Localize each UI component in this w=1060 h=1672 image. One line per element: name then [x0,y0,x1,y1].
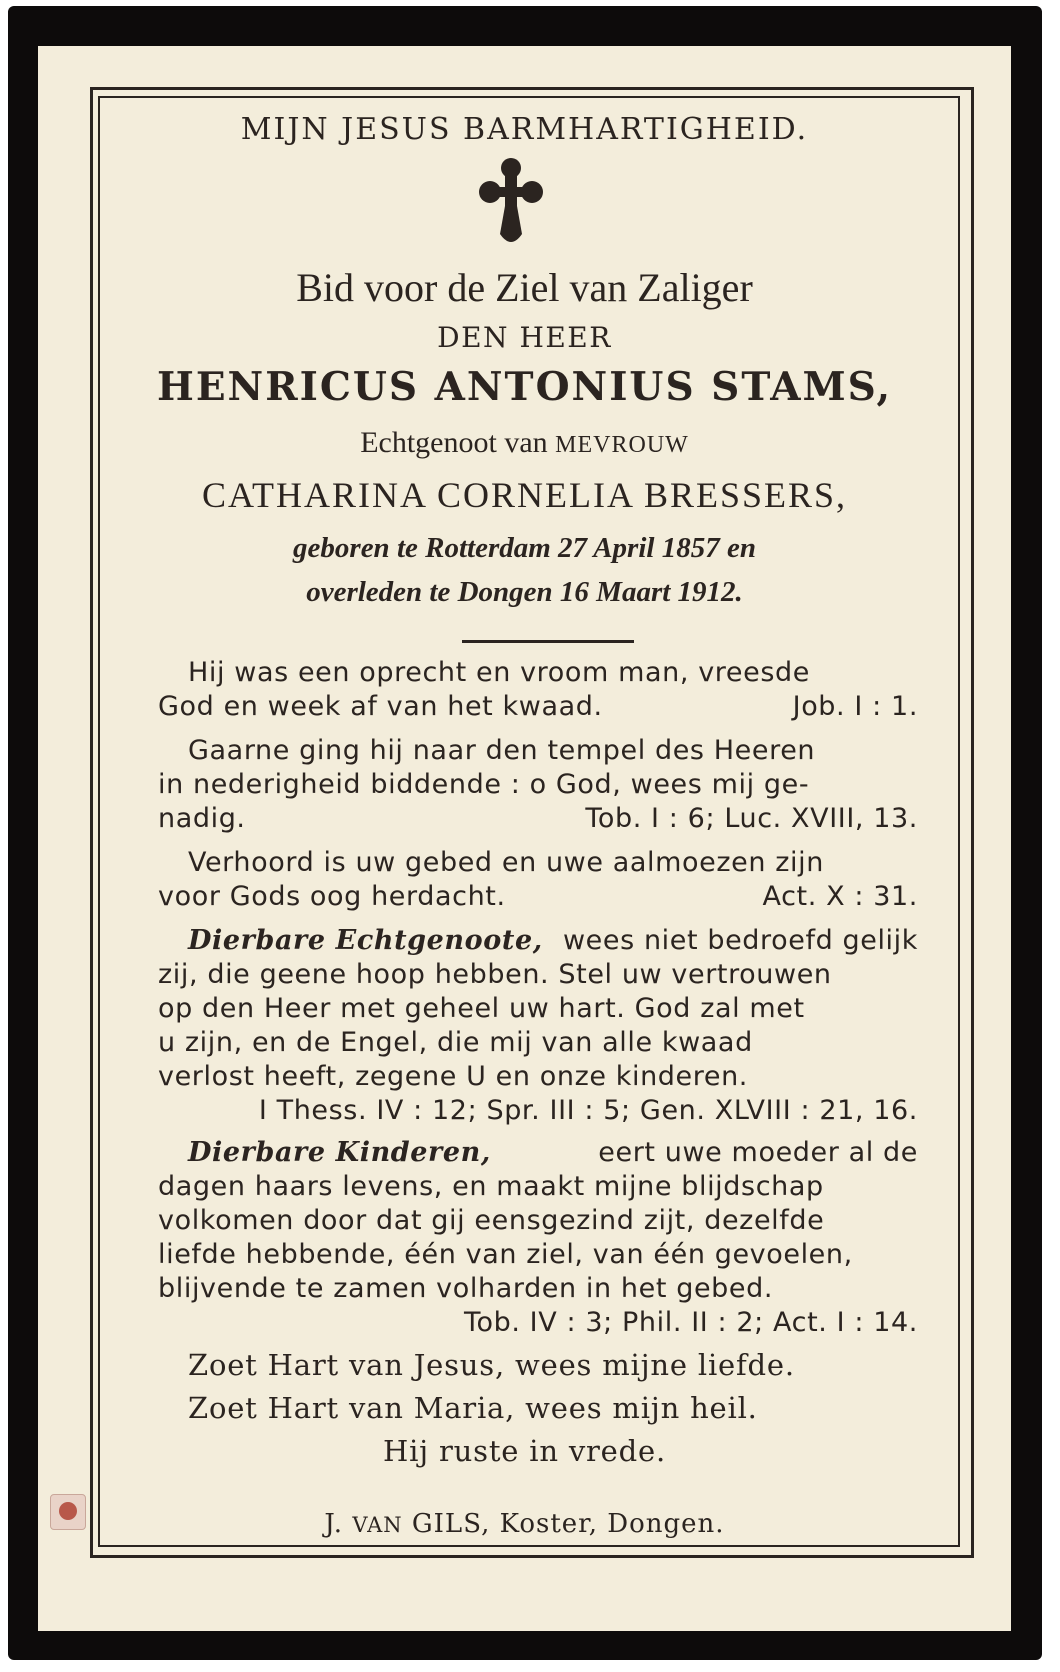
title-line: DEN HEER [437,321,612,354]
birth-line: geboren te Rotterdam 27 April 1857 en [293,532,756,564]
verse-line: zij, die geene hoop hebben. Stel uw vertrouwen [158,959,832,990]
divider [462,640,634,643]
spouse-prefix: Echtgenoot van [360,426,548,459]
verse-lead: Dierbare Kinderen, [188,1137,491,1168]
verse-line: God en week af van het kwaad. Job. I : 1. [158,691,918,722]
verse-2 [158,734,918,836]
prayer-jesus: Zoet Hart van Jesus, wees mijne liefde. [188,1348,795,1382]
death-line: overleden te Dongen 16 Maart 1912. [306,576,743,608]
spouse-title: MEVROUW [555,432,689,458]
verse-line: in nederigheid biddende : o God, wees mij ge- [158,769,810,800]
verse-line: Verhoord is uw gebed en uwe aalmoezen zijn [188,847,824,878]
motto: MIJN JESUS BARMHARTIGHEID. [240,112,809,147]
verse-reference: Tob. I : 6; Luc. XVIII, 13. [585,803,918,834]
verse-reference: Job. I : 1. [792,691,918,722]
mourning-card [8,6,1042,1660]
verse-reference: I Thess. IV : 12; Spr. III : 5; Gen. XLVIII : 21, 16. [258,1095,918,1126]
deceased-name: HENRICUS ANTONIUS STAMS, [156,364,893,410]
card-heading: Bid voor de Ziel van Zaliger [296,265,753,310]
verse-reference: Tob. IV : 3; Phil. II : 2; Act. I : 14. [463,1307,918,1338]
verse-lead: Dierbare Echtgenoote, [188,925,543,956]
prayer-maria: Zoet Hart van Maria, wees mijn heil. [188,1391,758,1425]
verse-line: dagen haars levens, en maakt mijne blijdschap [158,1171,824,1202]
card-paper [38,46,1011,1631]
verse-line: volkomen door dat gij eensgezind zijt, dezelfde [158,1205,825,1236]
verse-line: Dierbare Echtgenoote, wees niet bedroefd gelijk [188,925,918,956]
rest-in-peace: Hij ruste in vrede. [383,1434,666,1468]
verse-line: Dierbare Kinderen, eert uwe moeder al de [188,1137,918,1168]
verse-line: liefde hebbende, één van ziel, van één gevoelen, [158,1239,853,1270]
verse-line: verlost heeft, zegene U en onze kinderen. [158,1061,748,1092]
printer-line: J. VAN GILS, Koster, Dongen. [324,1509,725,1539]
cross-icon [476,154,546,250]
archive-stamp-icon [50,1494,86,1530]
verse-reference: Act. X : 31. [762,881,918,912]
verse-line: u zijn, en de Engel, die mij van alle kwaad [158,1027,753,1058]
verse-1 [158,656,918,724]
verse-line: blijvende te zamen volharden in het gebed. [158,1273,774,1304]
verse-line: voor Gods oog herdacht. Act. X : 31. [158,881,918,912]
verse-4 [158,924,918,1128]
verse-5 [158,1136,918,1340]
verse-line: Hij was een oprecht en vroom man, vreesde [188,657,810,688]
verse-line: op den Heer met geheel uw hart. God zal met [158,993,805,1024]
verse-line: Gaarne ging hij naar den tempel des Heeren [188,735,816,766]
spouse-line [38,426,1011,460]
verse-3 [158,846,918,914]
verse-line: nadig. Tob. I : 6; Luc. XVIII, 13. [158,803,918,834]
spouse-name: CATHARINA CORNELIA BRESSERS, [201,475,848,515]
